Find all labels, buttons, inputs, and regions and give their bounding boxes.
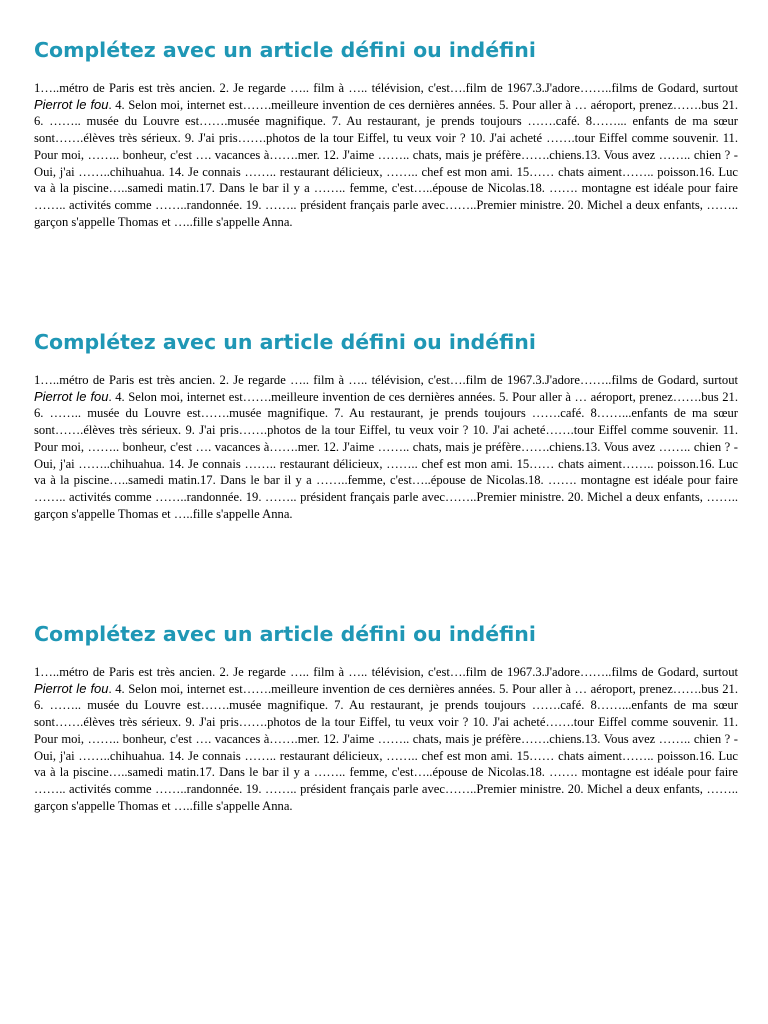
exercise-text (34, 372, 738, 522)
film-title: Pierrot le fou (34, 680, 109, 696)
exercise-text-part-1: 1…..métro de Paris est très ancien. 2. Je regarde ….. film à ….. télévision, c'est….film de 1967.3.J'adore……..films de Godard, surtout (34, 373, 738, 387)
exercise-title: Complétez avec un article défini ou indéfini (34, 330, 536, 354)
film-title: Pierrot le fou (34, 96, 109, 112)
exercise-text-part-2: . 4. Selon moi, internet est…….meilleure invention de ces dernières années. 5. Pour aller à … aéroport, prenez…….bus 21. 6. …….. musée du Louvre est…….musée magnifique. 7. Au restaurant, je prends toujours …….café. 8……...enfants de ma sœur sont…….élèves très sérieux. 9. J'ai pris…….photos de la tour Eiffel, tu veux voir ? 10. J'ai acheté…….tour Eiffel comme souvenir. 11. Pour moi, …….. bonheur, c'est …. vacances à…….mer. 12. J'aime …….. chats, mais je préfère…….chiens.13. Vous avez …….. chien ? -Oui, j'ai ……..chihuahua. 14. Je connais …….. restaurant délicieux, …….. chef est mon ami. 15…… chats aiment…….. poisson.16. Luc va à la piscine…..samedi matin.17. Dans le bar il y a …….. femme, c'est…..épouse de Nicolas.18. ……. montagne est idéale pour faire …….. activités comme ……..randonnée. 19. …….. président français parle avec……..Premier ministre. 20. Michel a deux enfants, …….. garçon s'appelle Thomas et …..fille s'appelle Anna. (34, 681, 738, 813)
exercise-text-part-1: 1…..métro de Paris est très ancien. 2. Je regarde ….. film à ….. télévision, c'est….film de 1967.3.J'adore……..films de Godard, surtout (34, 81, 738, 95)
exercise-section-3 (34, 620, 738, 814)
exercise-title: Complétez avec un article défini ou indéfini (34, 622, 536, 646)
exercise-text-part-1: 1…..métro de Paris est très ancien. 2. Je regarde ….. film à ….. télévision, c'est….film de 1967.3.J'adore……..films de Godard, surtout (34, 665, 738, 679)
exercise-text (34, 664, 738, 814)
exercise-section-1 (34, 36, 738, 230)
film-title: Pierrot le fou (34, 388, 109, 404)
exercise-section-2 (34, 328, 738, 522)
exercise-text (34, 80, 738, 230)
exercise-text-part-2: . 4. Selon moi, internet est…….meilleure invention de ces dernières années. 5. Pour aller à … aéroport, prenez…….bus 21. 6. …….. musée du Louvre est…….musée magnifique. 7. Au restaurant, je prends toujours …….café. 8……... enfants de ma sœur sont…….élèves très sérieux. 9. J'ai pris…….photos de la tour Eiffel, tu veux voir ? 10. J'ai acheté …….tour Eiffel comme souvenir. 11. Pour moi, …….. bonheur, c'est …. vacances à…….mer. 12. J'aime …….. chats, mais je préfère…….chiens.13. Vous avez …….. chien ? -Oui, j'ai ……..chihuahua. 14. Je connais …….. restaurant délicieux, …….. chef est mon ami. 15…… chats aiment…….. poisson.16. Luc va à la piscine…..samedi matin.17. Dans le bar il y a …….. femme, c'est…..épouse de Nicolas.18. ……. montagne est idéale pour faire …….. activités comme ……..randonnée. 19. …….. président français parle avec……..Premier ministre. 20. Michel a deux enfants, …….. garçon s'appelle Thomas et …..fille s'appelle Anna. (34, 97, 738, 229)
exercise-text-part-2: . 4. Selon moi, internet est…….meilleure invention de ces dernières années. 5. Pour aller à … aéroport, prenez…….bus 21. 6. …….. musée du Louvre est…….musée magnifique. 7. Au restaurant, je prends toujours …….café. 8……...enfants de ma sœur sont…….élèves très sérieux. 9. J'ai pris…….photos de la tour Eiffel, tu veux voir ? 10. J'ai acheté…….tour Eiffel comme souvenir. 11. Pour moi, …….. bonheur, c'est …. vacances à…….mer. 12. J'aime …….. chats, mais je préfère…….chiens.13. Vous avez …….. chien ? -Oui, j'ai ……..chihuahua. 14. Je connais …….. restaurant délicieux, …….. chef est mon ami. 15…… chats aiment…….. poisson.16. Luc va à la piscine…..samedi matin.17. Dans le bar il y a ……..femme, c'est…..épouse de Nicolas.18. ……. montagne est idéale pour faire …….. activités comme ……..randonnée. 19. …….. président français parle avec……..Premier ministre. 20. Michel a deux enfants, …….. garçon s'appelle Thomas et …..fille s'appelle Anna. (34, 389, 738, 521)
exercise-title: Complétez avec un article défini ou indéfini (34, 38, 536, 62)
